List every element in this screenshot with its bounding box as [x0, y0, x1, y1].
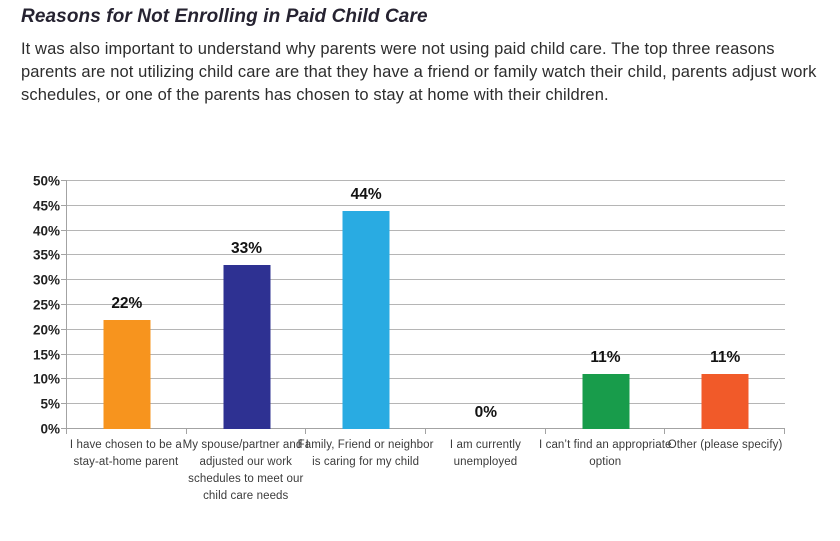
y-axis-tick — [61, 329, 67, 330]
x-axis-tick — [784, 429, 785, 434]
y-axis-tick — [61, 205, 67, 206]
y-axis-tick — [61, 378, 67, 379]
category-label: I have chosen to be a stay-at-home parent — [69, 439, 182, 468]
y-axis-tick — [61, 279, 67, 280]
y-tick-label: 0% — [40, 421, 60, 437]
plot-area — [66, 181, 785, 429]
y-axis-tick — [61, 403, 67, 404]
gridline — [67, 205, 785, 206]
y-axis-tick — [61, 354, 67, 355]
gridline — [67, 354, 785, 355]
y-axis-tick — [61, 180, 67, 181]
category-label: Family, Friend or neighbor is caring for my child — [297, 439, 434, 468]
gridline — [67, 428, 785, 429]
bar-chart — [20, 173, 825, 531]
gridline — [67, 180, 785, 181]
category-label: My spouse/partner and I adjusted our work schedules to meet our child care needs — [182, 439, 309, 502]
gridline — [67, 230, 785, 231]
intro-paragraph: It was also important to understand why parents were not using paid child care. The top three reasons parents are not utilizing child care are that they have a friend or family watch their child, parents adjust work schedules, or one of the parents has chosen to stay at home with their children. — [21, 40, 817, 104]
bar-value-label: 11% — [710, 349, 741, 367]
bar — [103, 320, 150, 429]
gridline — [67, 254, 785, 255]
y-tick-label: 5% — [40, 396, 60, 412]
x-axis-tick — [425, 429, 426, 434]
x-axis-tick — [305, 429, 306, 434]
bar-value-label: 22% — [111, 294, 143, 312]
y-tick-label: 35% — [32, 247, 60, 263]
bar-value-label: 11% — [590, 349, 621, 367]
gridline — [67, 378, 785, 379]
bar — [582, 374, 629, 429]
bar — [702, 374, 749, 429]
bar-value-label: 0% — [474, 404, 498, 421]
y-tick-label: 15% — [32, 347, 60, 363]
bar-value-label: 33% — [230, 240, 263, 258]
bar — [343, 211, 390, 429]
category-label: I can’t find an appropriate option — [539, 439, 672, 468]
y-axis-tick — [61, 254, 67, 255]
category-label: Other (please specify) — [667, 439, 783, 451]
y-tick-label: 10% — [32, 371, 60, 387]
y-tick-label: 45% — [32, 198, 60, 214]
y-axis-tick — [61, 230, 67, 231]
y-tick-label: 40% — [32, 223, 60, 239]
gridline — [67, 279, 785, 280]
category-label: I am currently unemployed — [449, 439, 521, 468]
y-axis-labels — [20, 173, 60, 437]
bar — [223, 265, 270, 429]
x-axis-tick — [186, 429, 187, 434]
page-title: Reasons for Not Enrolling in Paid Child Care — [21, 6, 428, 27]
y-tick-label: 30% — [32, 272, 60, 288]
x-axis-tick — [545, 429, 546, 434]
x-axis-labels — [66, 437, 785, 531]
gridline — [67, 403, 785, 404]
y-tick-label: 20% — [32, 322, 60, 338]
y-tick-label: 50% — [32, 173, 60, 189]
x-axis-tick — [66, 429, 67, 434]
gridline — [67, 304, 785, 305]
y-axis-tick — [61, 304, 67, 305]
x-axis-tick — [664, 429, 665, 434]
gridline — [67, 329, 785, 330]
bar-value-label: 44% — [350, 185, 382, 203]
y-tick-label: 25% — [32, 297, 60, 313]
